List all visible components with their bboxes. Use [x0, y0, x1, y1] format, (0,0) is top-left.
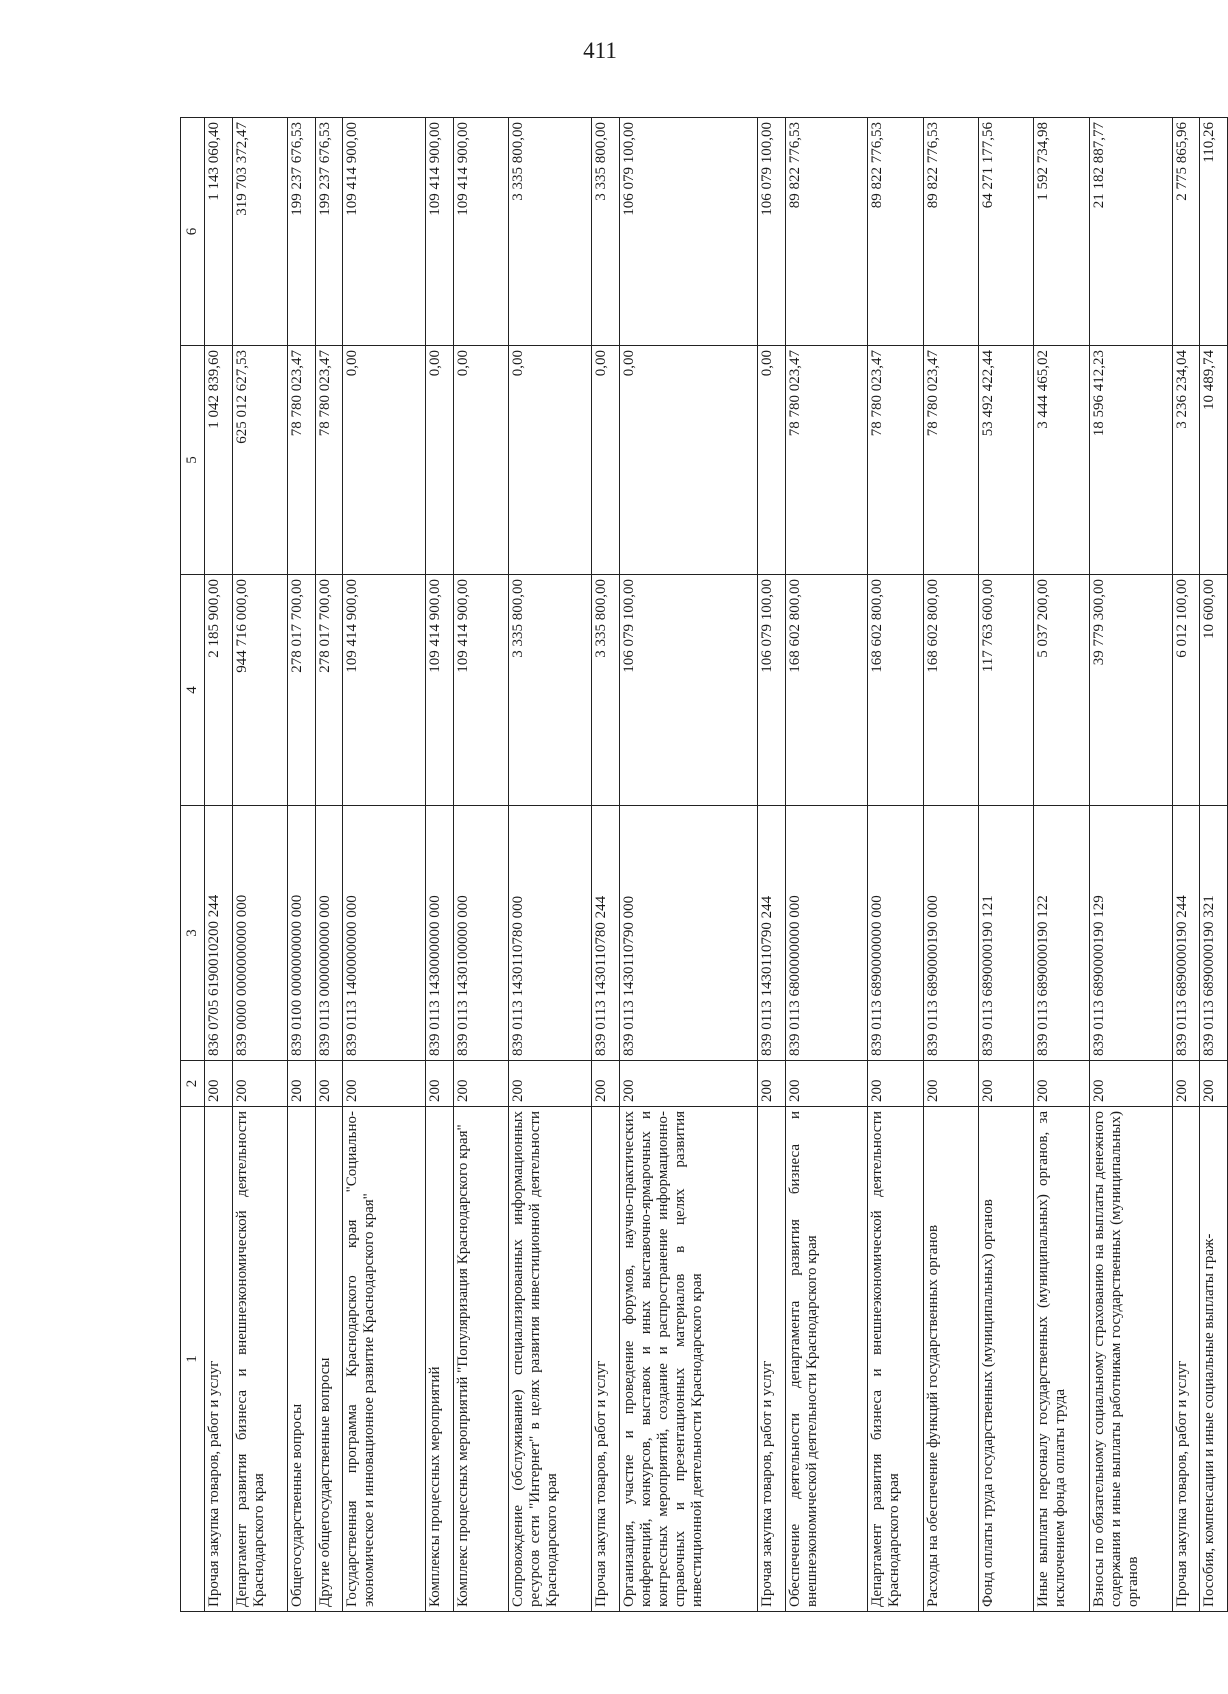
row-name-cell: Прочая закупка товаров, работ и услуг	[205, 1107, 233, 1612]
row-col5-value: 0,00	[453, 346, 508, 575]
row-col4-value: 3 335 800,00	[509, 575, 592, 806]
row-col2-cell: 200	[592, 1061, 620, 1107]
row-col5-value: 78 780 023,47	[287, 346, 315, 575]
row-col6-value: 64 271 177,56	[979, 118, 1034, 346]
row-col6-value: 3 335 800,00	[592, 118, 620, 346]
row-code-cell: 839 0113 1430000000 000	[426, 806, 454, 1061]
row-code-cell: 839 0113 6890000190 321	[1200, 806, 1228, 1061]
row-col6-value: 89 822 776,53	[923, 118, 978, 346]
row-col6-value: 89 822 776,53	[785, 118, 868, 346]
row-col2-cell: 200	[509, 1061, 592, 1107]
row-col4-value: 168 602 800,00	[785, 575, 868, 806]
row-col4-value: 168 602 800,00	[923, 575, 978, 806]
row-col2-cell: 200	[205, 1061, 233, 1107]
row-code-cell: 839 0113 1430110790 244	[757, 806, 785, 1061]
table-row	[1200, 118, 1228, 1612]
row-col4-value: 278 017 700,00	[315, 575, 343, 806]
row-col6-value: 109 414 900,00	[426, 118, 454, 346]
row-col6-value: 199 237 676,53	[287, 118, 315, 346]
row-code-cell: 839 0113 6890000190 129	[1089, 806, 1172, 1061]
row-name-cell: Департамент развития бизнеса и внешнеэкономической деятельности Краснодарского края	[868, 1107, 923, 1612]
row-col2-cell: 200	[785, 1061, 868, 1107]
row-code-cell: 839 0113 6890000000 000	[868, 806, 923, 1061]
row-col4-value: 106 079 100,00	[619, 575, 757, 806]
row-col4-value: 2 185 900,00	[205, 575, 233, 806]
row-col2-cell: 200	[923, 1061, 978, 1107]
row-col6-value: 106 079 100,00	[757, 118, 785, 346]
table-row	[619, 118, 757, 1612]
row-col5-value: 18 596 412,23	[1089, 346, 1172, 575]
row-col4-value: 117 763 600,00	[979, 575, 1034, 806]
column-header: 2	[181, 1061, 205, 1107]
row-col4-value: 5 037 200,00	[1034, 575, 1089, 806]
table-row	[923, 118, 978, 1612]
row-col4-value: 6 012 100,00	[1172, 575, 1200, 806]
row-col5-value: 78 780 023,47	[923, 346, 978, 575]
row-col6-value: 2 775 865,96	[1172, 118, 1200, 346]
row-name-cell: Взносы по обязательному социальному страхованию на выплаты денежного содержания и иные выплаты работникам государственных (муниципальных) органов	[1089, 1107, 1172, 1612]
row-col4-value: 168 602 800,00	[868, 575, 923, 806]
row-col2-cell: 200	[1200, 1061, 1228, 1107]
row-code-cell: 839 0113 6890000190 122	[1034, 806, 1089, 1061]
row-col5-value: 10 489,74	[1200, 346, 1228, 575]
row-col5-value: 0,00	[343, 346, 426, 575]
row-col4-value: 944 716 000,00	[232, 575, 287, 806]
row-col5-value: 78 780 023,47	[868, 346, 923, 575]
row-col6-value: 89 822 776,53	[868, 118, 923, 346]
column-header: 1	[181, 1107, 205, 1612]
row-col2-cell: 200	[426, 1061, 454, 1107]
row-col6-value: 1 143 060,40	[205, 118, 233, 346]
table-row	[785, 118, 868, 1612]
row-col6-value: 106 079 100,00	[619, 118, 757, 346]
row-name-cell: Государственная программа Краснодарского края "Социально-экономическое и инновационное развитие Краснодарского края"	[343, 1107, 426, 1612]
row-col4-value: 106 079 100,00	[757, 575, 785, 806]
row-col2-cell: 200	[1034, 1061, 1089, 1107]
row-col6-value: 1 592 734,98	[1034, 118, 1089, 346]
row-code-cell: 839 0100 0000000000 000	[287, 806, 315, 1061]
table-row	[453, 118, 508, 1612]
row-col2-cell: 200	[1172, 1061, 1200, 1107]
row-col5-value: 0,00	[509, 346, 592, 575]
row-col2-cell: 200	[453, 1061, 508, 1107]
row-col5-value: 3 444 465,02	[1034, 346, 1089, 575]
row-col6-value: 110,26	[1200, 118, 1228, 346]
row-col2-cell: 200	[979, 1061, 1034, 1107]
row-name-cell: Прочая закупка товаров, работ и услуг	[592, 1107, 620, 1612]
column-header: 6	[181, 118, 205, 346]
row-col2-cell: 200	[868, 1061, 923, 1107]
table-body	[205, 118, 1228, 1612]
row-code-cell: 836 0705 6190010200 244	[205, 806, 233, 1061]
table-row	[592, 118, 620, 1612]
row-col4-value: 10 600,00	[1200, 575, 1228, 806]
table-row	[757, 118, 785, 1612]
row-col5-value: 625 012 627,53	[232, 346, 287, 575]
row-col5-value: 0,00	[592, 346, 620, 575]
row-col2-cell: 200	[287, 1061, 315, 1107]
rotated-table-container	[180, 118, 1228, 1612]
page-number: 411	[583, 38, 617, 63]
row-col5-value: 1 042 839,60	[205, 346, 233, 575]
row-col5-value: 53 492 422,44	[979, 346, 1034, 575]
row-name-cell: Иные выплаты персоналу государственных (муниципальных) органов, за исключением фонда оплаты труда	[1034, 1107, 1089, 1612]
row-code-cell: 839 0113 6890000190 244	[1172, 806, 1200, 1061]
row-name-cell: Обеспечение деятельности департамента развития бизнеса и внешнеэкономической деятельности Краснодарского края	[785, 1107, 868, 1612]
row-col6-value: 21 182 887,77	[1089, 118, 1172, 346]
row-col5-value: 0,00	[426, 346, 454, 575]
row-col5-value: 0,00	[757, 346, 785, 575]
row-col6-value: 3 335 800,00	[509, 118, 592, 346]
table-row	[205, 118, 233, 1612]
row-code-cell: 839 0113 0000000000 000	[315, 806, 343, 1061]
row-name-cell: Сопровождение (обслуживание) специализированных информационных ресурсов сети "Интернет" в целях развития инвестиционной деятельности Краснодарского края	[509, 1107, 592, 1612]
budget-table	[180, 117, 1228, 1612]
row-col4-value: 39 779 300,00	[1089, 575, 1172, 806]
row-name-cell: Прочая закупка товаров, работ и услуг	[757, 1107, 785, 1612]
table-row	[426, 118, 454, 1612]
row-name-cell: Пособия, компенсации и иные социальные выплаты граж-	[1200, 1107, 1228, 1612]
table-row	[343, 118, 426, 1612]
row-col6-value: 109 414 900,00	[343, 118, 426, 346]
row-name-cell: Фонд оплаты труда государственных (муниципальных) органов	[979, 1107, 1034, 1612]
table-row	[315, 118, 343, 1612]
table-row	[1034, 118, 1089, 1612]
row-name-cell: Расходы на обеспечение функций государственных органов	[923, 1107, 978, 1612]
column-header: 4	[181, 575, 205, 806]
row-code-cell: 839 0113 1400000000 000	[343, 806, 426, 1061]
row-col2-cell: 200	[757, 1061, 785, 1107]
row-col2-cell: 200	[1089, 1061, 1172, 1107]
row-col2-cell: 200	[232, 1061, 287, 1107]
row-code-cell: 839 0113 1430110780 000	[509, 806, 592, 1061]
column-header: 3	[181, 806, 205, 1061]
row-col6-value: 199 237 676,53	[315, 118, 343, 346]
row-col4-value: 109 414 900,00	[453, 575, 508, 806]
row-col6-value: 319 703 372,47	[232, 118, 287, 346]
row-col2-cell: 200	[619, 1061, 757, 1107]
header-row	[181, 118, 205, 1612]
row-col2-cell: 200	[315, 1061, 343, 1107]
table-row	[232, 118, 287, 1612]
row-col4-value: 3 335 800,00	[592, 575, 620, 806]
row-col5-value: 78 780 023,47	[785, 346, 868, 575]
row-name-cell: Комплексы процессных мероприятий	[426, 1107, 454, 1612]
row-code-cell: 839 0113 1430110780 244	[592, 806, 620, 1061]
row-name-cell: Организация, участие и проведение форумов, научно-практических конференций, конкурсов, выставок и иных выставочно-ярмарочных и конгрессных мероприятий, создание и распространение информационно-справочных и презентационных материалов в целях развития инвестиционной деятельности Краснодарского края	[619, 1107, 757, 1612]
table-row	[868, 118, 923, 1612]
row-name-cell: Департамент развития бизнеса и внешнеэкономической деятельности Краснодарского края	[232, 1107, 287, 1612]
table-row	[287, 118, 315, 1612]
row-col2-cell: 200	[343, 1061, 426, 1107]
row-code-cell: 839 0113 6890000190 121	[979, 806, 1034, 1061]
column-header: 5	[181, 346, 205, 575]
row-code-cell: 839 0113 1430100000 000	[453, 806, 508, 1061]
row-name-cell: Другие общегосударственные вопросы	[315, 1107, 343, 1612]
table-row	[979, 118, 1034, 1612]
row-col5-value: 0,00	[619, 346, 757, 575]
row-code-cell: 839 0000 0000000000 000	[232, 806, 287, 1061]
table-row	[509, 118, 592, 1612]
row-col4-value: 109 414 900,00	[343, 575, 426, 806]
row-name-cell: Комплекс процессных мероприятий "Популяризация Краснодарского края"	[453, 1107, 508, 1612]
row-name-cell: Общегосударственные вопросы	[287, 1107, 315, 1612]
row-name-cell: Прочая закупка товаров, работ и услуг	[1172, 1107, 1200, 1612]
row-code-cell: 839 0113 6890000190 000	[923, 806, 978, 1061]
table-row	[1172, 118, 1200, 1612]
row-code-cell: 839 0113 1430110790 000	[619, 806, 757, 1061]
row-code-cell: 839 0113 6800000000 000	[785, 806, 868, 1061]
row-col4-value: 278 017 700,00	[287, 575, 315, 806]
table-row	[1089, 118, 1172, 1612]
row-col5-value: 78 780 023,47	[315, 346, 343, 575]
row-col6-value: 109 414 900,00	[453, 118, 508, 346]
row-col4-value: 109 414 900,00	[426, 575, 454, 806]
row-col5-value: 3 236 234,04	[1172, 346, 1200, 575]
